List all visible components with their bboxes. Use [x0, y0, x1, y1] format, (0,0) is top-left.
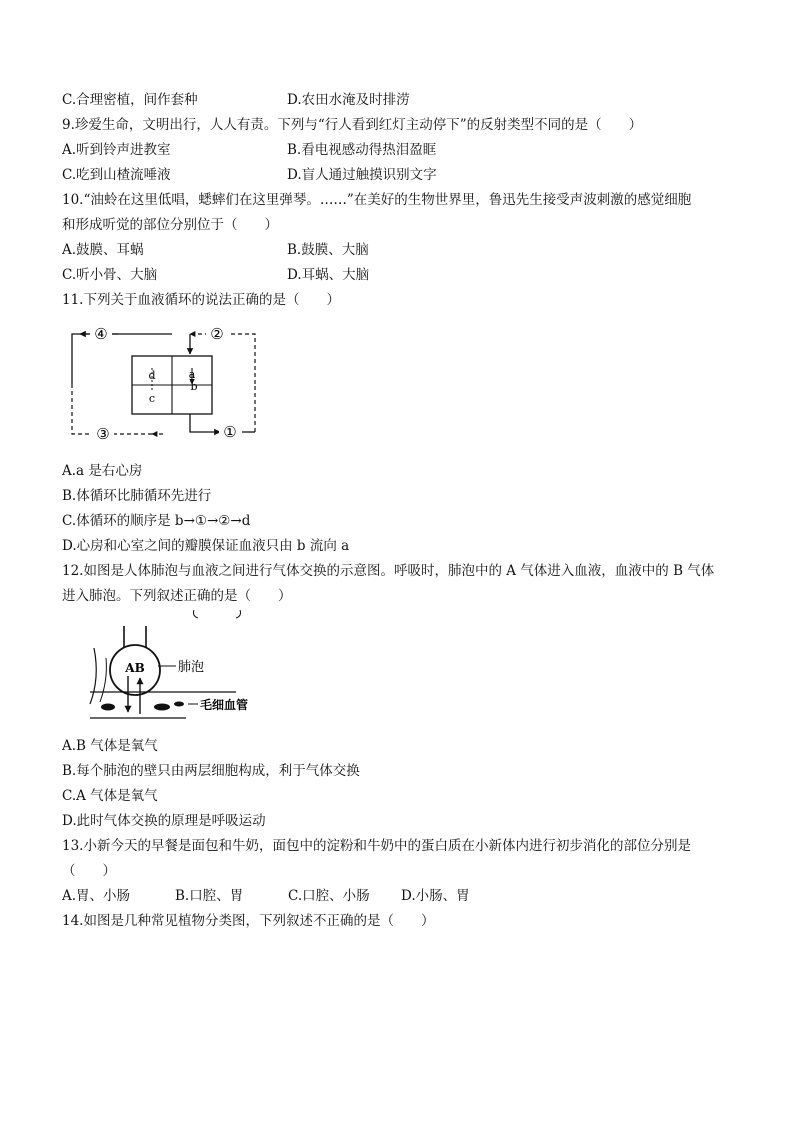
label-c: c — [148, 392, 156, 405]
q14-stem: 14.如图是几种常见植物分类图，下列叙述不正确的是（ ） — [62, 913, 435, 929]
blood-cell — [174, 702, 184, 707]
label-3: ③ — [96, 425, 110, 443]
q11-option-a: A.a 是右心房 — [62, 463, 143, 479]
pulmonary-path-bottom — [190, 414, 216, 432]
q12-stem-line2: 进入肺泡。下列叙述正确的是（ ） — [62, 588, 292, 604]
label-4: ④ — [94, 325, 108, 343]
q9-option-b: B.看电视感动得热泪盈眶 — [287, 142, 437, 158]
q10-option-d: D.耳蜗、大脑 — [287, 267, 370, 283]
q9-option-a: A.听到铃声进教室 — [62, 142, 171, 158]
q9-option-c: C.吃到山楂流唾液 — [62, 167, 171, 183]
q10-stem-line1: 10.“油蛉在这里低唱，蟋蟀们在这里弹琴。……”在美好的生物世界里，鲁迅先生接受声波刺激的感觉细胞 — [62, 192, 692, 208]
q10-option-b: B.鼓膜、大脑 — [287, 242, 369, 258]
q10-stem-line2: 和形成听觉的部位分别位于（ ） — [62, 217, 278, 233]
label-1: ① — [223, 423, 237, 441]
q12-option-a: A.B 气体是氧气 — [62, 738, 158, 754]
q8-option-d: D.农田水淹及时排涝 — [287, 92, 410, 108]
q13-option-c: C.口腔、小肠 — [288, 888, 370, 904]
label-d: d — [148, 369, 156, 382]
label-capillary: 毛细血管 — [200, 698, 249, 712]
q13-option-a: A.胃、小肠 — [62, 888, 131, 904]
label-a: a — [188, 368, 196, 381]
systemic-path-top — [72, 334, 172, 384]
q12-stem-line1: 12.如图是人体肺泡与血液之间进行气体交换的示意图。呼吸时，肺泡中的 A 气体进入血液，血液中的 B 气体 — [62, 563, 715, 579]
q13-stem-line1: 13.小新今天的早餐是面包和牛奶，面包中的淀粉和牛奶中的蛋白质在小新体内进行初步消化的部位分别是 — [62, 838, 691, 854]
q11-option-d: D.心房和心室之间的瓣膜保证血液只由 b 流向 a — [62, 538, 350, 554]
q11-option-b: B.体循环比肺循环先进行 — [62, 488, 212, 504]
blood-circulation-diagram — [66, 318, 266, 446]
label-alveolus: 肺泡 — [178, 660, 205, 675]
q13-stem-line2: （ ） — [62, 863, 116, 879]
q8-option-c: C.合理密植，间作套种 — [62, 92, 198, 108]
q10-option-c: C.听小骨、大脑 — [62, 267, 158, 283]
q13-option-d: D.小肠、胃 — [401, 888, 470, 904]
label-b: b — [190, 380, 198, 393]
label-2: ② — [210, 325, 224, 343]
q12-option-c: C.A 气体是氧气 — [62, 788, 158, 804]
label-ab: AB — [125, 661, 145, 675]
q9-stem: 9.珍爱生命，文明出行，人人有责。下列与“行人看到红灯主动停下”的反射类型不同的是（ ） — [62, 117, 643, 133]
q10-option-a: A.鼓膜、耳蜗 — [62, 242, 144, 258]
q12-option-b: B.每个肺泡的壁只由两层细胞构成，利于气体交换 — [62, 763, 360, 779]
q13-option-b: B.口腔、胃 — [175, 888, 244, 904]
blood-cell — [154, 704, 170, 711]
q11-stem: 11.下列关于血液循环的说法正确的是（ ） — [62, 292, 340, 308]
q9-option-d: D.盲人通过触摸识别文字 — [287, 167, 437, 183]
alveolus-gas-exchange-diagram — [86, 608, 276, 728]
q12-option-d: D.此时气体交换的原理是呼吸运动 — [62, 813, 266, 829]
q11-option-c: C.体循环的顺序是 b→①→②→d — [62, 513, 251, 529]
blood-cell — [101, 704, 115, 711]
